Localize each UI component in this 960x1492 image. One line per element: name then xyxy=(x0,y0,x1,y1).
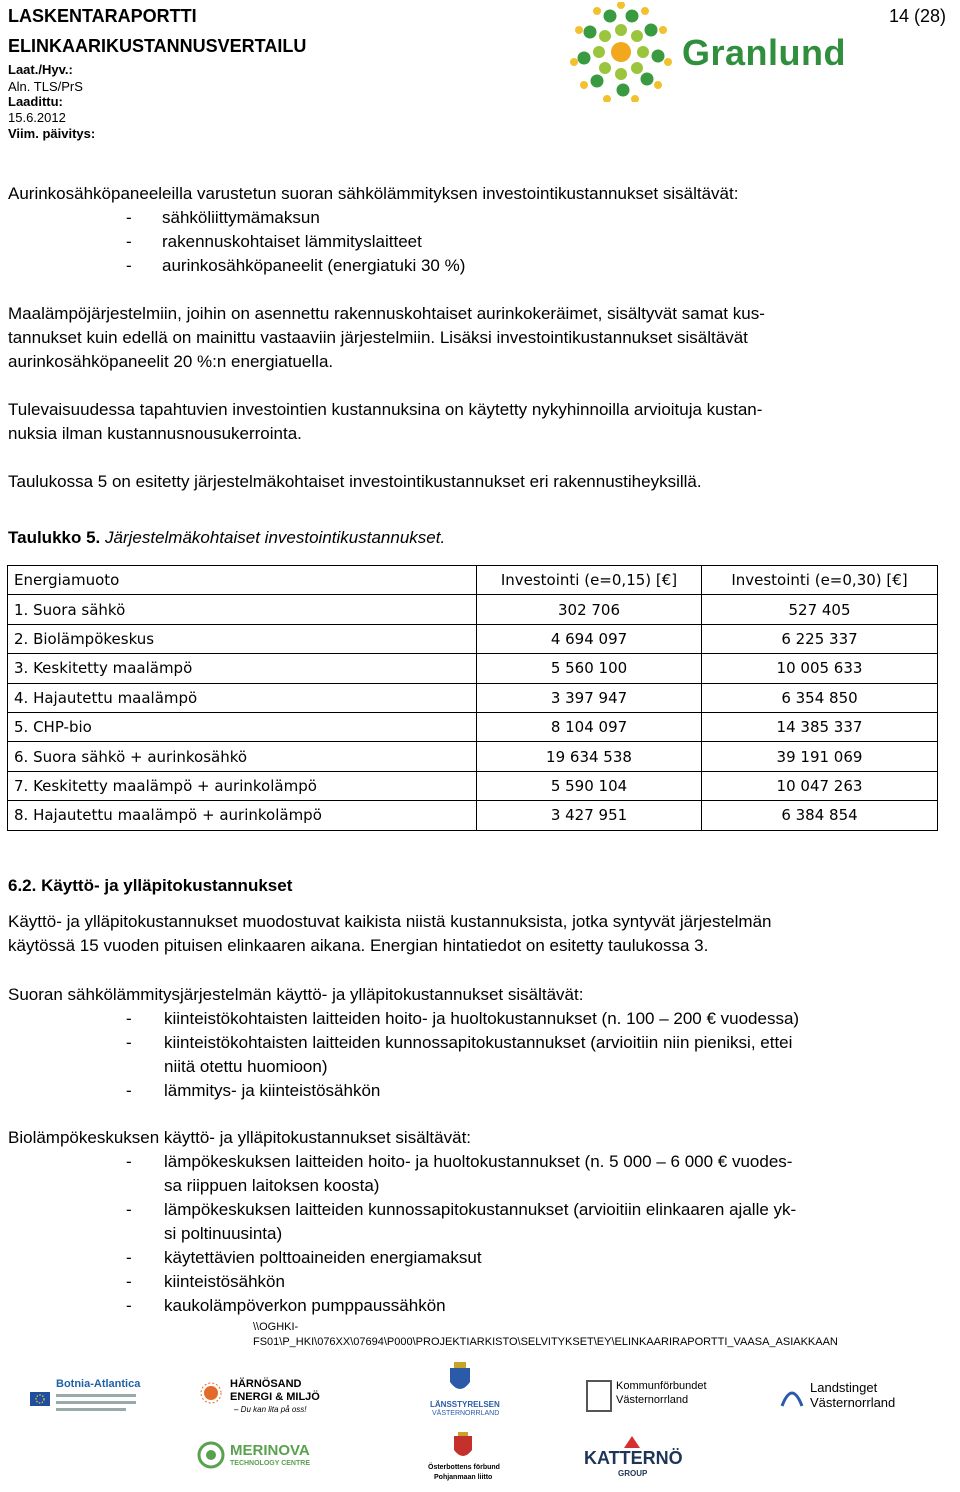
merinova-subtext: TECHNOLOGY CENTRE xyxy=(230,1460,310,1467)
table-row xyxy=(8,712,938,741)
electric-costs-block xyxy=(8,983,942,1103)
botnia-atlantica-logo xyxy=(30,1378,140,1422)
table-cell: 527 405 xyxy=(702,595,938,624)
text-line: nuksia ilman kustannusnousukerrointa. xyxy=(8,424,302,443)
harnosand-sun-icon xyxy=(200,1382,222,1404)
list-item-text: rakennuskohtaiset lämmityslaitteet xyxy=(162,232,422,251)
column-header: Energiamuoto xyxy=(8,566,477,595)
list-item: - käytettävien polttoaineiden energiamaksut xyxy=(126,1248,482,1267)
table-row xyxy=(8,595,938,624)
kommunforbundet-mark-icon xyxy=(586,1380,612,1412)
merinova-logo xyxy=(196,1440,326,1474)
table-cell: 6 225 337 xyxy=(702,624,938,653)
katterno-text: KATTERNÖ xyxy=(584,1448,683,1468)
table-row xyxy=(8,801,938,830)
table-cell: 14 385 337 xyxy=(702,712,938,741)
table-row xyxy=(8,624,938,653)
intro-paragraph-2 xyxy=(8,302,942,374)
kommunforbundet-text: Kommunförbundet xyxy=(616,1380,707,1392)
list-item-text: lämmitys- ja kiinteistösähkön xyxy=(164,1081,381,1100)
table-cell: 4 694 097 xyxy=(477,624,702,653)
report-date: 15.6.2012 xyxy=(8,110,66,125)
table-cell: 3. Keskitetty maalämpö xyxy=(8,654,477,683)
merinova-mark-icon xyxy=(196,1440,226,1470)
harnosand-text: ENERGI & MILJÖ xyxy=(230,1391,320,1403)
file-path-line: \\OGHKI- xyxy=(253,1321,299,1333)
list-item: - kiinteistökohtaisten laitteiden hoito- ja huoltokustannukset (n. 100 – 200 € vuodessa) xyxy=(126,1009,800,1028)
lansstyrelsen-text: VÄSTERNORRLAND xyxy=(432,1410,500,1417)
table-cell: 2. Biolämpökeskus xyxy=(8,624,477,653)
table-cell: 6 354 850 xyxy=(702,683,938,712)
list-item-text: kiinteistökohtaisten laitteiden hoito- ja huoltokustannukset (n. 100 – 200 € vuodessa) xyxy=(164,1009,800,1028)
page-number: 14 (28) xyxy=(888,6,946,26)
list-item: - kiinteistökohtaisten laitteiden kunnossapitokustannukset (arvioitiin niin pieniksi, ettei xyxy=(126,1033,793,1052)
pohjanmaan-liitto-logo xyxy=(424,1432,504,1488)
list-item-continuation: niitä otettu huomioon) xyxy=(164,1057,328,1076)
table-cell: 6 384 854 xyxy=(702,801,938,830)
section-paragraph-1 xyxy=(8,910,942,958)
last-update-label: Viim. päivitys: xyxy=(8,126,96,141)
table-row xyxy=(8,742,938,771)
table-cell: 302 706 xyxy=(477,595,702,624)
katterno-subtext: GROUP xyxy=(618,1469,648,1478)
table-cell: 6. Suora sähkö + aurinkosähkö xyxy=(8,742,477,771)
investment-table xyxy=(7,565,938,831)
crest-icon xyxy=(448,1362,472,1396)
table-row xyxy=(8,654,938,683)
eu-flag-icon xyxy=(30,1392,50,1406)
intro-paragraph-3 xyxy=(8,398,942,446)
list-item-continuation: si poltinuusinta) xyxy=(164,1224,283,1243)
list-item: - kiinteistösähkön xyxy=(126,1272,285,1291)
intro-block xyxy=(8,182,942,278)
author-initials: Aln. TLS/PrS xyxy=(8,79,83,94)
table-cell: 5. CHP-bio xyxy=(8,712,477,741)
lansstyrelsen-text: LÄNSSTYRELSEN xyxy=(430,1400,500,1409)
table-caption-title: Järjestelmäkohtaiset investointikustannukset. xyxy=(105,528,446,547)
text-line: Biolämpökeskuksen käyttö- ja ylläpitokustannukset sisältävät: xyxy=(8,1128,472,1147)
crest-icon xyxy=(452,1432,474,1460)
logo-fineprint xyxy=(56,1394,136,1397)
text-line: käytössä 15 vuoden pituisen elinkaaren aikana. Energian hintatiedot on esitetty taulukossa 3. xyxy=(8,936,709,955)
file-path-line: FS01\P_HKI\076XX\07694\P000\PROJEKTIARKISTO\SELVITYKSET\EY\ELINKAARIRAPORTTI_VAASA_ASIAKKAAN xyxy=(253,1336,838,1348)
approved-label: Laat./Hyv.: xyxy=(8,62,73,77)
column-header: Investointi (e=0,15) [€] xyxy=(477,566,702,595)
list-item-text: sähköliittymämaksun xyxy=(162,208,320,227)
botnia-text: Botnia-Atlantica xyxy=(56,1378,141,1390)
logo-fineprint xyxy=(56,1408,126,1411)
granlund-logo-text: Granlund xyxy=(682,32,846,73)
table-row xyxy=(8,771,938,800)
text-line: Käyttö- ja ylläpitokustannukset muodostuvat kaikista niistä kustannuksista, jotka syntyvät järjestelmän xyxy=(8,912,772,931)
granlund-sunburst-icon xyxy=(566,2,676,102)
katterno-logo xyxy=(582,1436,682,1482)
harnosand-text: HÄRNÖSAND xyxy=(230,1378,302,1390)
bio-costs-block xyxy=(8,1126,942,1318)
table-cell: 8. Hajautettu maalämpö + aurinkolämpö xyxy=(8,801,477,830)
landstinget-text: Landstinget xyxy=(810,1380,878,1395)
table-caption-number: Taulukko 5. xyxy=(8,528,101,547)
table-cell: 3 427 951 xyxy=(477,801,702,830)
intro-paragraph-4 xyxy=(8,470,942,494)
file-path xyxy=(253,1320,838,1350)
prepared-label: Laadittu: xyxy=(8,94,63,109)
pohjanmaan-liitto-text: Pohjanmaan liitto xyxy=(434,1474,493,1481)
text-line: tannukset kuin edellä on mainittu vastaaviin järjestelmiin. Lisäksi investointikustannukset sisältävät xyxy=(8,328,748,347)
granlund-logo xyxy=(566,2,846,102)
list-item-text: käytettävien polttoaineiden energiamaksut xyxy=(164,1248,482,1267)
table-cell: 3 397 947 xyxy=(477,683,702,712)
section-heading: 6.2. Käyttö- ja ylläpitokustannukset xyxy=(8,876,293,895)
intro-paragraph-1: Aurinkosähköpaneeleilla varustetun suoran sähkölämmityksen investointikustannukset sisältävät: xyxy=(8,184,739,203)
table-cell: 39 191 069 xyxy=(702,742,938,771)
table-caption xyxy=(8,528,445,548)
table-cell: 10 005 633 xyxy=(702,654,938,683)
lansstyrelsen-logo xyxy=(424,1362,500,1426)
list-item-text: kiinteistösähkön xyxy=(164,1272,285,1291)
harnosand-logo xyxy=(200,1378,340,1418)
table-cell: 5 560 100 xyxy=(477,654,702,683)
table-cell: 4. Hajautettu maalämpö xyxy=(8,683,477,712)
table-header-row xyxy=(8,566,938,595)
list-item-text: kiinteistökohtaisten laitteiden kunnossapitokustannukset (arvioitiin niin pieniksi, ettei xyxy=(164,1033,793,1052)
table-cell: 19 634 538 xyxy=(477,742,702,771)
pohjanmaan-liitto-text: Österbottens förbund xyxy=(428,1464,500,1471)
list-item: - lämmitys- ja kiinteistösähkön xyxy=(126,1081,381,1100)
list-item-text: lämpökeskuksen laitteiden kunnossapitokustannukset (arvioitiin elinkaaren ajalle yk- xyxy=(164,1200,797,1219)
merinova-text: MERINOVA xyxy=(230,1442,310,1459)
list-item: - kaukolämpöverkon pumppaussähkön xyxy=(126,1296,446,1315)
table-row xyxy=(8,683,938,712)
text-line: Tulevaisuudessa tapahtuvien investointien kustannuksina on käytetty nykyhinnoilla arvioituja kustan- xyxy=(8,400,763,419)
column-header: Investointi (e=0,30) [€] xyxy=(702,566,938,595)
table-cell: 1. Suora sähkö xyxy=(8,595,477,624)
list-item-text: kaukolämpöverkon pumppaussähkön xyxy=(164,1296,446,1315)
list-item-continuation: sa riippuen laitoksen koosta) xyxy=(164,1176,380,1195)
text-line: Suoran sähkölämmitysjärjestelmän käyttö- ja ylläpitokustannukset sisältävät: xyxy=(8,985,584,1004)
kommunforbundet-logo xyxy=(586,1378,716,1412)
harnosand-slogan: – Du kan lita på oss! xyxy=(234,1405,307,1414)
kommunforbundet-text: Västernorrland xyxy=(616,1394,689,1406)
list-item: - lämpökeskuksen laitteiden hoito- ja huoltokustannukset (n. 5 000 – 6 000 € vuodes- xyxy=(126,1152,793,1171)
katterno-mark-icon xyxy=(624,1436,640,1448)
list-item-text: lämpökeskuksen laitteiden hoito- ja huoltokustannukset (n. 5 000 – 6 000 € vuodes- xyxy=(164,1152,793,1171)
table-cell: 8 104 097 xyxy=(477,712,702,741)
landstinget-text: Västernorrland xyxy=(810,1395,896,1410)
list-item-text: aurinkosähköpaneelit (energiatuki 30 %) xyxy=(162,256,466,275)
table-cell: 5 590 104 xyxy=(477,771,702,800)
list-item: - rakennuskohtaiset lämmityslaitteet xyxy=(126,232,422,251)
report-subtitle: ELINKAARIKUSTANNUSVERTAILU xyxy=(8,36,307,56)
table-cell: 7. Keskitetty maalämpö + aurinkolämpö xyxy=(8,771,477,800)
list-item: - sähköliittymämaksun xyxy=(126,208,320,227)
table-cell: 10 047 263 xyxy=(702,771,938,800)
text-line: Maalämpöjärjestelmiin, joihin on asennettu rakennuskohtaiset aurinkokeräimet, sisältyvät samat kus- xyxy=(8,304,765,323)
text-line: aurinkosähköpaneelit 20 %:n energiatuella. xyxy=(8,352,334,371)
report-title: LASKENTARAPORTTI xyxy=(8,6,197,26)
logo-fineprint xyxy=(56,1401,136,1404)
list-item: - aurinkosähköpaneelit (energiatuki 30 %) xyxy=(126,256,466,275)
list-item: - lämpökeskuksen laitteiden kunnossapitokustannukset (arvioitiin elinkaaren ajalle yk- xyxy=(126,1200,797,1219)
landstinget-logo xyxy=(780,1378,920,1412)
text-line: Taulukossa 5 on esitetty järjestelmäkohtaiset investointikustannukset eri rakennustiheyksillä. xyxy=(8,472,702,491)
landstinget-mark-icon xyxy=(780,1380,804,1408)
